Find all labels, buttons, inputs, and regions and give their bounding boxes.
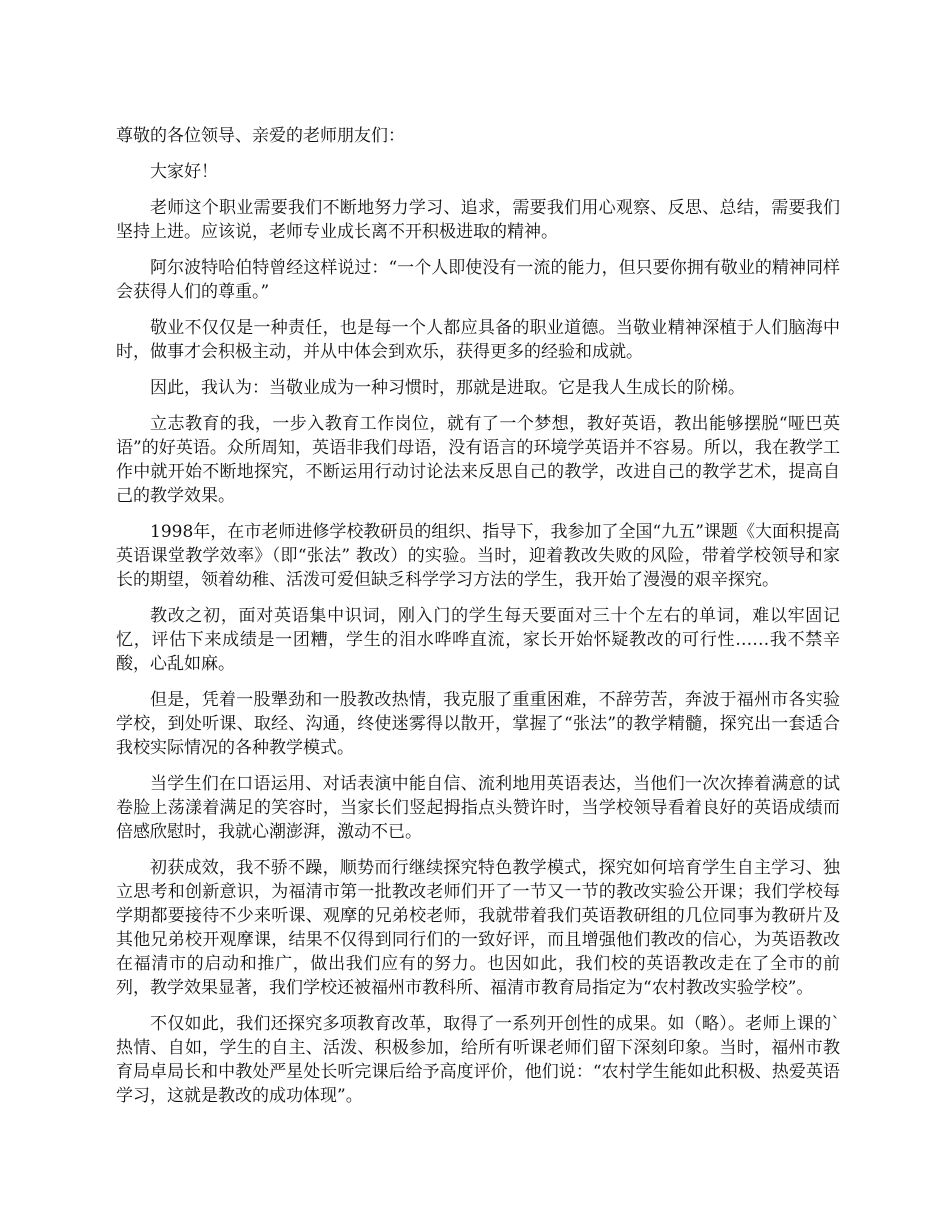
paragraph: 但是，凭着一股犟劲和一股教改热情，我克服了重重困难，不辞劳苦，奔波于福州市各实验学校，到处听课、取经、沟通，终使迷雾得以散开，掌握了“张法”的教学精髓，探究出一套适合我校实际情况的各种教学模式。: [116, 690, 840, 758]
paragraph: 老师这个职业需要我们不断地努力学习、追求，需要我们用心观察、反思、总结，需要我们坚持上进。应该说，老师专业成长离不开积极进取的精神。: [116, 198, 840, 242]
paragraph-quote: 阿尔波特哈伯特曾经这样说过：“一个人即使没有一流的能力，但只要你拥有敬业的精神同样会获得人们的尊重。”: [116, 258, 840, 302]
salutation: 尊敬的各位领导、亲爱的老师朋友们：: [116, 126, 405, 146]
document-body: [116, 124, 840, 1120]
paragraph: 因此，我认为：当敬业成为一种习惯时，那就是进取。它是我人生成长的阶梯。: [150, 378, 745, 398]
paragraph: 立志教育的我，一步入教育工作岗位，就有了一个梦想，教好英语，教出能够摆脱“哑巴英语”的好英语。众所周知，英语非我们母语，没有语言的环境学英语并不容易。所以，我在教学工作中就开始不断地探究，不断运用行动讨论法来反思自己的教学，改进自己的教学艺术，提高自己的教学效果。: [116, 414, 840, 506]
paragraph-greeting: 大家好！: [150, 162, 218, 182]
paragraph: 初获成效，我不骄不躁，顺势而行继续探究特色教学模式，探究如何培育学生自主学习、独立思考和创新意识，为福清市第一批教改老师们开了一节又一节的教改实验公开课；我们学校每学期都要接待不少来听课、观摩的兄弟校老师，我就带着我们英语教研组的几位同事为教研片及其他兄弟校开观摩课，结果不仅得到同行们的一致好评，而且增强他们教改的信心，为英语教改在福清市的启动和推广，做出我们应有的努力。也因如此，我们校的英语教改走在了全市的前列，教学效果显著，我们学校还被福州市教科所、福清市教育局指定为“农村教改实验学校”。: [116, 858, 840, 998]
paragraph: 敬业不仅仅是一种责任，也是每一个人都应具备的职业道德。当敬业精神深植于人们脑海中时，做事才会积极主动，并从中体会到欢乐，获得更多的经验和成就。: [116, 318, 840, 362]
paragraph: 不仅如此，我们还探究多项教育改革，取得了一系列开创性的成果。如（略）。老师上课的`热情、自如，学生的自主、活泼、积极参加，给所有听课老师们留下深刻印象。当时，福州市教育局卓局长和中教处严星处长听完课后给予高度评价，他们说：“农村学生能如此积极、热爱英语学习，这就是教改的成功体现”。: [116, 1014, 840, 1106]
paragraph: 教改之初，面对英语集中识词，刚入门的学生每天要面对三十个左右的单词，难以牢固记忆，评估下来成绩是一团糟，学生的泪水哗哗直流，家长开始怀疑教改的可行性……我不禁辛酸，心乱如麻。: [116, 606, 840, 674]
paragraph: 1998年，在市老师进修学校教研员的组织、指导下，我参加了全国“九五”课题《大面积提高英语课堂教学效率》（即“张法” 教改）的实验。当时，迎着教改失败的风险，带着学校领导和家长的期望，领着幼稚、活泼可爱但缺乏科学学习方法的学生，我开始了漫漫的艰辛探究。: [116, 522, 840, 590]
paragraph: 当学生们在口语运用、对话表演中能自信、流利地用英语表达，当他们一次次捧着满意的试卷脸上荡漾着满足的笑容时，当家长们竖起拇指点头赞许时，当学校领导看着良好的英语成绩而倍感欣慰时，我就心潮澎湃，激动不已。: [116, 774, 840, 842]
